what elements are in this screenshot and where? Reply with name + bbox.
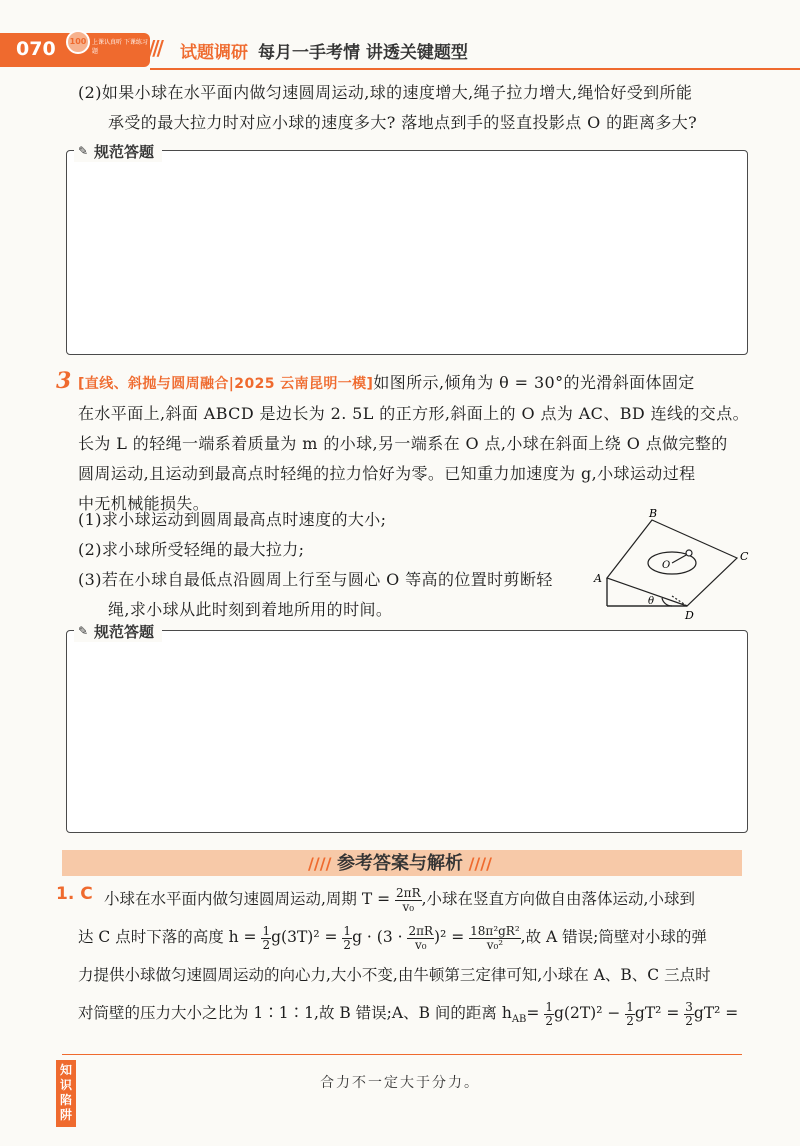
text-segment: )² = xyxy=(434,928,465,946)
numerator: 18π²gR² xyxy=(470,923,520,938)
answer-box[interactable] xyxy=(66,630,748,833)
answer-box-label-text: 规范答题 xyxy=(94,143,155,161)
fraction xyxy=(469,925,521,952)
fraction xyxy=(407,925,434,952)
text-line: 承受的最大拉力时对应小球的速度多大? 落地点到手的竖直投影点 O 的距离多大? xyxy=(108,113,698,132)
text-segment: gT² = xyxy=(634,1004,680,1022)
fraction xyxy=(625,1001,635,1028)
header-slash-icon: /// xyxy=(148,36,161,60)
text-segment: ,小球在竖直方向做自由落体运动,小球到 xyxy=(421,890,695,908)
text-line xyxy=(104,880,754,918)
text-segment: gT² = xyxy=(693,1004,739,1022)
text-line: 圆周运动,且运动到最高点时轻绳的拉力恰好为零。已知重力加速度为 g,小球运动过程 xyxy=(78,464,696,483)
answer-number: 1. xyxy=(56,884,75,904)
answer-box-label xyxy=(74,621,162,642)
denominator: 2 xyxy=(262,937,271,952)
question-2-part xyxy=(78,78,753,138)
text-line xyxy=(78,994,754,1039)
sub-question-3-cont: 绳,求小球从此时刻到着地所用的时间。 xyxy=(108,600,393,619)
label-o: O xyxy=(662,560,671,571)
incline-figure xyxy=(592,508,762,626)
header-title-brand: 试题调研 xyxy=(180,43,248,63)
numerator: 1 xyxy=(545,999,553,1014)
denominator: 2 xyxy=(626,1013,634,1028)
label-theta: θ xyxy=(648,596,655,607)
answer-box-label xyxy=(74,141,162,162)
text-segment: 对筒壁的压力大小之比为 1∶1∶1,故 B 错误;A、B 间的距离 h xyxy=(78,1004,512,1022)
label-b: B xyxy=(649,508,658,520)
answer-box-label-text: 规范答题 xyxy=(94,623,155,641)
numerator: 2πR xyxy=(396,885,421,900)
text-segment: 如图所示,倾角为 θ = 30°的光滑斜面体固定 xyxy=(373,373,695,392)
text-segment: 达 C 点时下落的高度 h = xyxy=(78,928,257,946)
subscript: AB xyxy=(511,1014,527,1026)
fraction xyxy=(684,1001,694,1028)
fraction xyxy=(544,1001,554,1028)
denominator: 2 xyxy=(685,1013,693,1028)
question-tag: [直线、斜抛与圆周融合|2025 云南昆明一模] xyxy=(78,376,374,392)
header-slogan: 上课认真听 下课练习题 xyxy=(92,39,148,55)
text-line xyxy=(78,918,754,956)
side-tab: 知识陷阱 xyxy=(56,1060,76,1127)
label-a: A xyxy=(594,572,602,585)
question-3-subparts xyxy=(78,505,598,625)
slash-icon: //// xyxy=(463,854,492,873)
denominator: v₀² xyxy=(486,937,504,952)
denominator: v₀ xyxy=(414,937,427,952)
fraction xyxy=(261,925,271,952)
label-c: C xyxy=(740,550,749,563)
numerator: 2πR xyxy=(408,923,434,938)
numerator: 1 xyxy=(626,999,634,1014)
sub-question-3: (3)若在小球自最低点沿圆周上行至与圆心 O 等高的位置时剪断轻 xyxy=(78,570,553,589)
text-segment: = xyxy=(526,1004,540,1022)
question-3 xyxy=(78,368,753,519)
logo-badge: 100 xyxy=(66,30,90,54)
numerator: 1 xyxy=(262,923,271,938)
pen-icon: ✎ xyxy=(78,624,89,638)
text-segment: g · (3 · xyxy=(352,928,403,946)
sub-question-1: (1)求小球运动到圆周最高点时速度的大小; xyxy=(78,510,387,529)
text-line: (2)如果小球在水平面内做匀速圆周运动,球的速度增大,绳子拉力增大,绳恰好受到所能 xyxy=(78,83,693,102)
fraction xyxy=(342,925,352,952)
denominator: v₀ xyxy=(402,899,415,914)
answer-choice: C xyxy=(80,884,93,904)
answer-box[interactable] xyxy=(66,150,748,355)
text-segment: g(2T)² − xyxy=(553,1004,621,1022)
label-d: D xyxy=(685,609,694,622)
text-segment: 小球在水平面内做匀速圆周运动,周期 T = xyxy=(104,890,391,908)
text-segment: ,故 A 错误;筒壁对小球的弹 xyxy=(520,928,707,946)
fraction xyxy=(395,887,422,914)
answers-title xyxy=(0,849,800,875)
page-number: 070 xyxy=(16,38,56,60)
answer-1-label xyxy=(56,884,93,904)
text-line: 力提供小球做匀速圆周运动的向心力,大小不变,由牛顿第三定律可知,小球在 A、B、C 三点时 xyxy=(78,966,711,984)
slash-icon: //// xyxy=(308,854,337,873)
denominator: 2 xyxy=(545,1013,553,1028)
footer-tip: 合力不一定大于分力。 xyxy=(320,1075,480,1091)
text-line: 长为 L 的轻绳一端系着质量为 m 的小球,另一端系在 O 点,小球在斜面上绕 O 点做完整的 xyxy=(78,434,728,453)
question-number: 3 xyxy=(56,368,72,394)
denominator: 2 xyxy=(343,937,352,952)
rope xyxy=(672,554,688,563)
text-line: 中无机械能损失。 xyxy=(78,494,210,513)
ball xyxy=(686,550,692,556)
text-line: 在水平面上,斜面 ABCD 是边长为 2. 5L 的正方形,斜面上的 O 点为 AC、BD 连线的交点。 xyxy=(78,404,749,423)
numerator: 1 xyxy=(343,923,352,938)
header-title-tagline: 每月一手考情 讲透关键题型 xyxy=(258,43,468,63)
pen-icon: ✎ xyxy=(78,144,89,158)
numerator: 3 xyxy=(685,999,693,1014)
sub-question-2: (2)求小球所受轻绳的最大拉力; xyxy=(78,540,305,559)
answers-title-text: 参考答案与解析 xyxy=(337,853,463,874)
header-rule xyxy=(150,68,800,70)
text-segment: g(3T)² = xyxy=(271,928,338,946)
footer-rule xyxy=(62,1054,742,1055)
text-line xyxy=(78,368,753,399)
answer-1-explanation xyxy=(78,880,754,1039)
